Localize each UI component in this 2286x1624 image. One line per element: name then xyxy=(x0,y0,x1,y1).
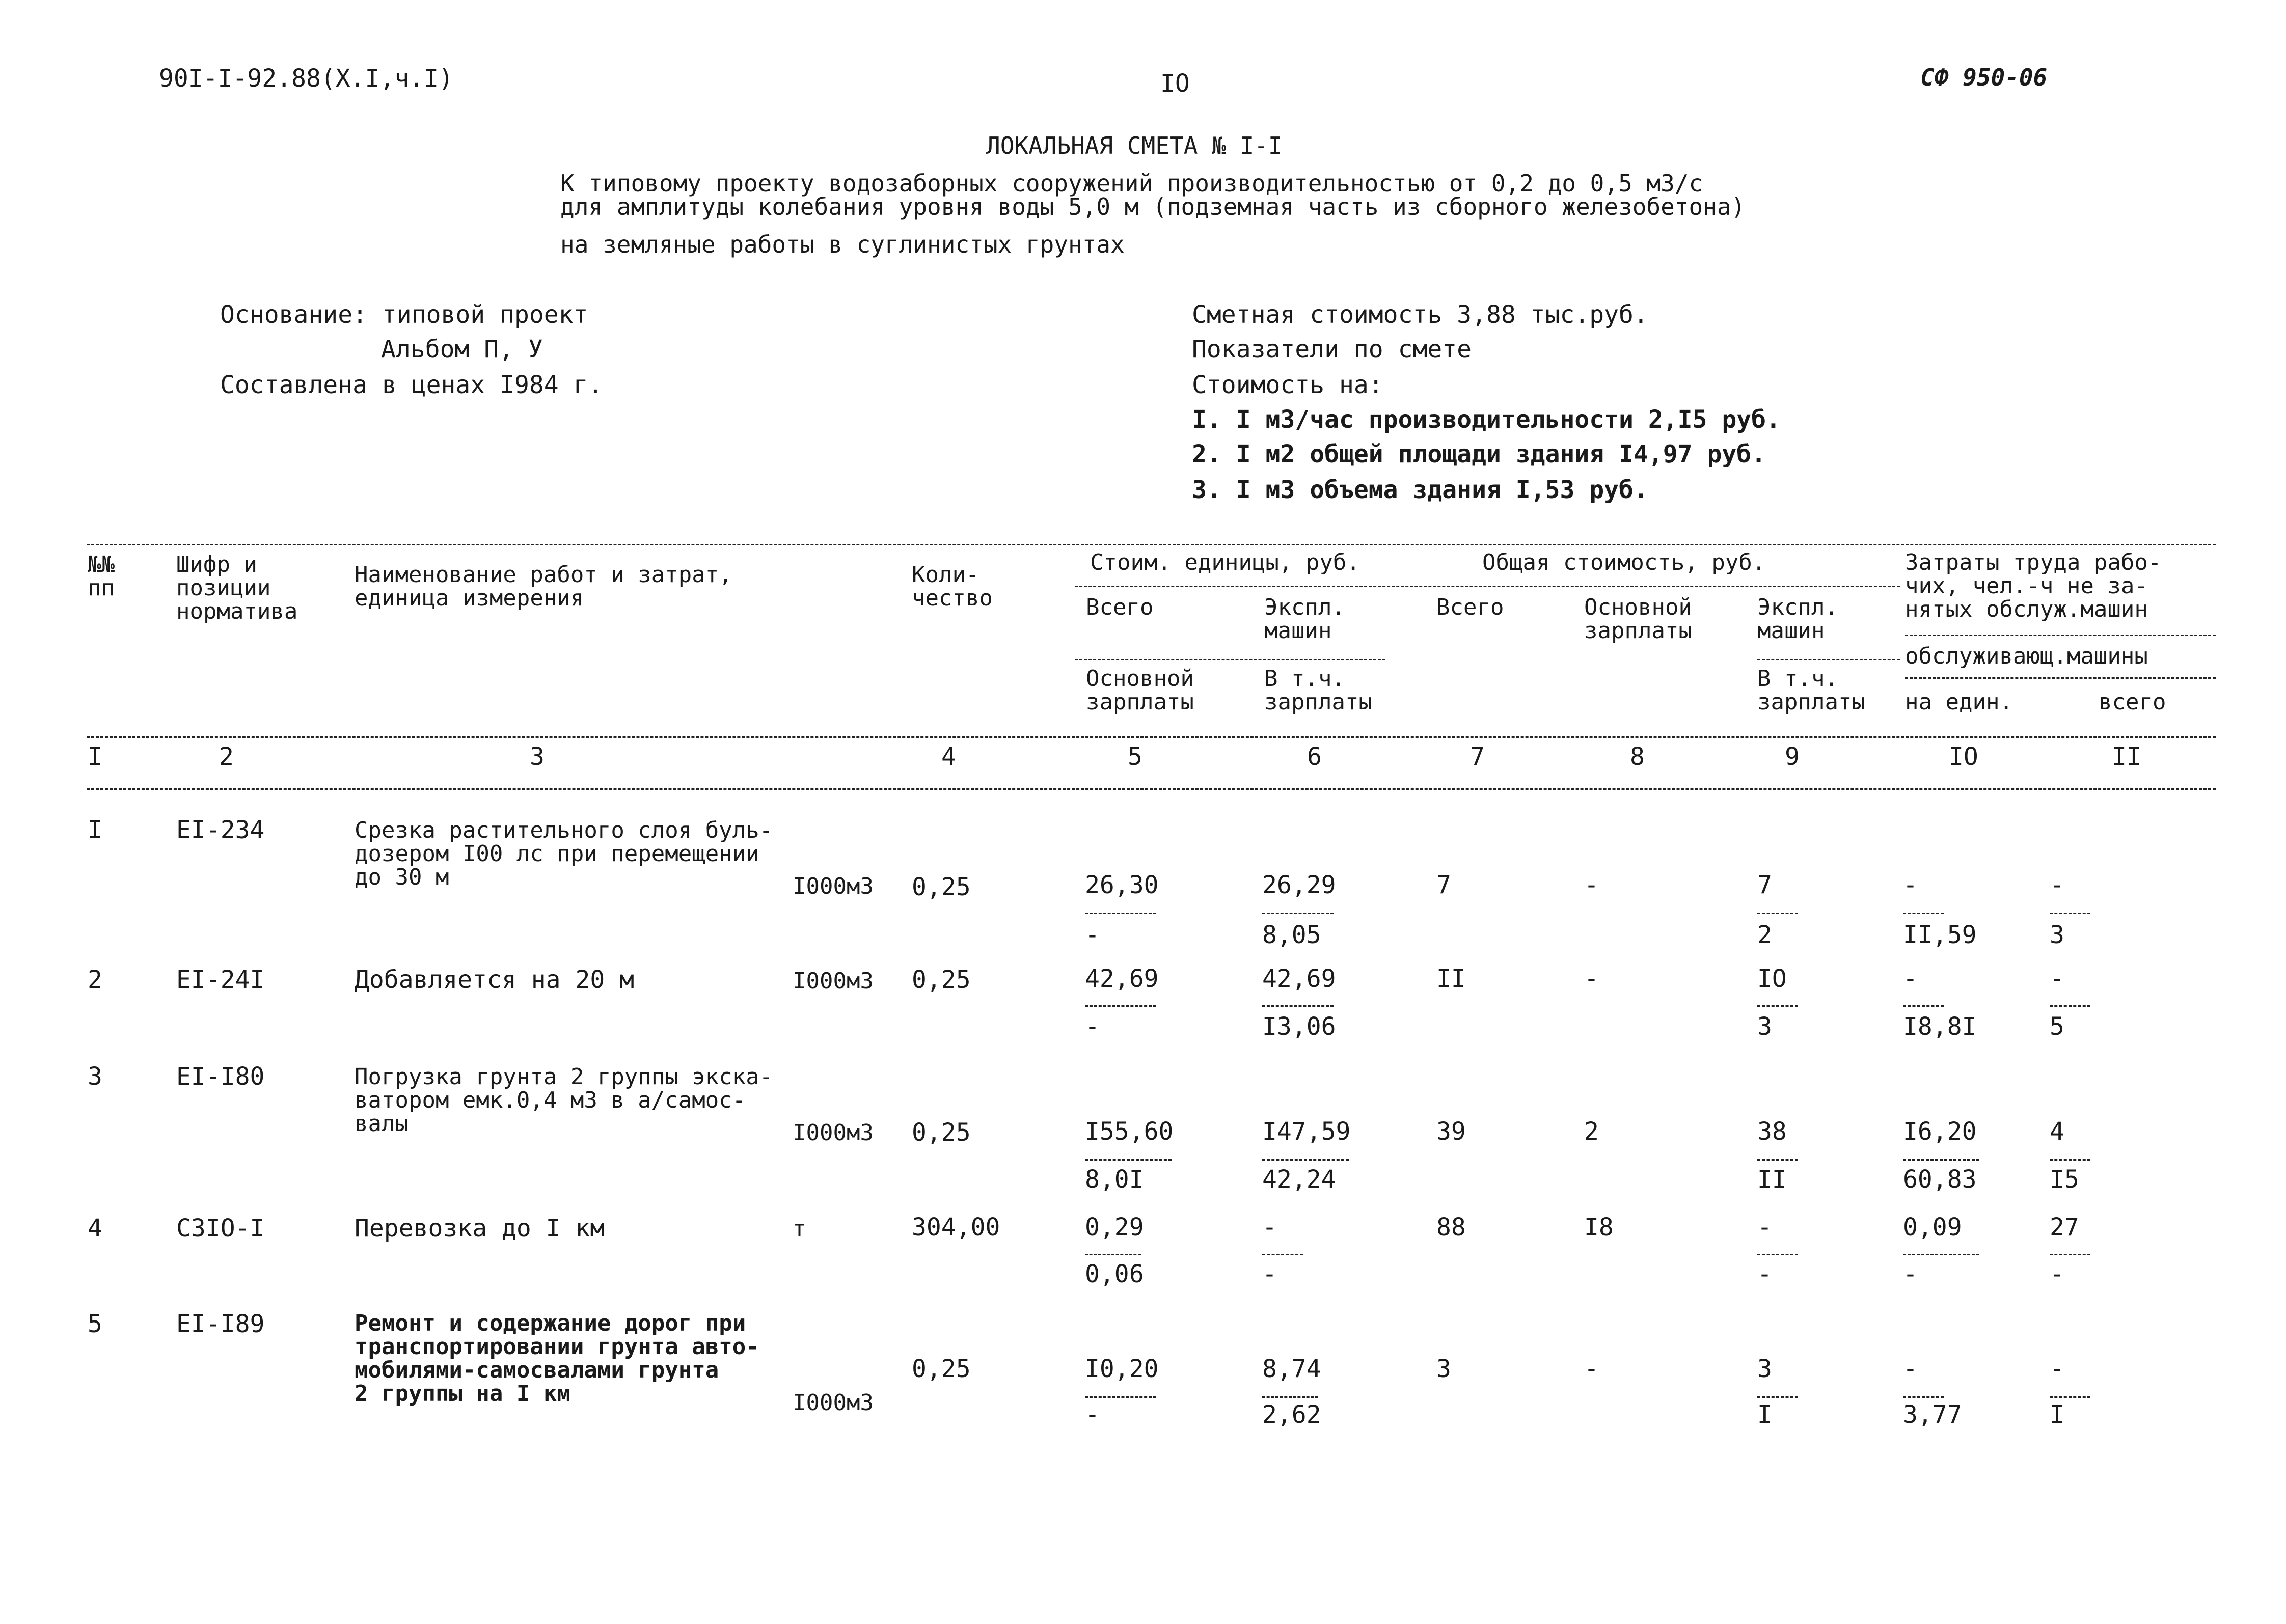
basis-line-1: Основание: типовой проект xyxy=(220,300,588,329)
row-name: Добавляется на 20 м xyxy=(355,966,635,994)
row-unit-machines: I47,59 xyxy=(1262,1117,1351,1146)
col-header-code: Шифр и позиции норматива xyxy=(176,552,298,624)
row-labor-total: - xyxy=(2050,871,2064,899)
fraction-line xyxy=(1262,1005,1334,1007)
row-unit: т xyxy=(793,1216,806,1242)
row-unit: I000м3 xyxy=(793,1120,874,1146)
row-unit-incl-wage: - xyxy=(1262,1260,1277,1288)
col-header-unit-wage: Основной зарплаты xyxy=(1086,666,1194,715)
col-header-number: №№ пп xyxy=(88,552,115,601)
fraction-line xyxy=(1085,1396,1156,1398)
fraction-line xyxy=(2050,1396,2090,1398)
table-top-rule xyxy=(87,544,2216,545)
fraction-line xyxy=(1262,1396,1318,1398)
row-total-wage: I8 xyxy=(1584,1213,1614,1242)
estimated-cost: Сметная стоимость 3,88 тыс.руб. xyxy=(1192,300,1648,329)
fraction-line xyxy=(1757,1396,1798,1398)
unit-sub-rule xyxy=(1075,659,1385,660)
cost-group-rule xyxy=(1075,586,1900,587)
cost-for-label: Стоимость на: xyxy=(1192,371,1383,399)
row-unit-total: 0,29 xyxy=(1085,1213,1144,1242)
row-name: Ремонт и содержание дорог при транспортировании грунта авто- мобилями-самосвалами грунта 2 группы на I км xyxy=(355,1310,759,1407)
row-quantity: 0,25 xyxy=(912,966,971,994)
row-labor-total: 4 xyxy=(2050,1117,2064,1146)
basis-line-3: Составлена в ценах I984 г. xyxy=(220,371,603,399)
row-total-all: II xyxy=(1436,965,1466,993)
col-number-10: IO xyxy=(1949,742,1978,771)
fraction-line xyxy=(1903,913,1944,914)
col-header-unit-machines: Экспл. машин xyxy=(1264,594,1345,644)
row-labor-total-service: I xyxy=(2050,1400,2064,1429)
row-unit-wage: 0,06 xyxy=(1085,1260,1144,1288)
row-labor-unit-service: 3,77 xyxy=(1903,1400,1962,1429)
row-labor-total: 27 xyxy=(2050,1213,2079,1242)
col-number-4: 4 xyxy=(941,742,956,771)
basis-line-2: Альбом П, У xyxy=(381,335,543,364)
row-labor-total-service: 3 xyxy=(2050,921,2064,949)
row-total-wage: - xyxy=(1584,871,1599,899)
fraction-line xyxy=(1262,1254,1303,1255)
row-code: С3IO-I xyxy=(176,1214,265,1243)
row-unit-wage: - xyxy=(1085,1400,1100,1429)
row-labor-total: - xyxy=(2050,965,2064,993)
row-number: 4 xyxy=(88,1214,102,1243)
row-labor-unit-service: - xyxy=(1903,1260,1918,1288)
row-number: 5 xyxy=(88,1310,102,1338)
row-unit-total: 42,69 xyxy=(1085,965,1159,993)
fraction-line xyxy=(1262,913,1334,914)
col-number-11: II xyxy=(2112,742,2141,771)
row-labor-total-service: - xyxy=(2050,1260,2064,1288)
row-labor-unit-service: II,59 xyxy=(1903,921,1977,949)
row-total-machines: 38 xyxy=(1757,1117,1787,1146)
col-header-labor-sub: обслуживающ.машины xyxy=(1905,643,2148,669)
fraction-line xyxy=(1903,1396,1944,1398)
row-total-wage: - xyxy=(1584,965,1599,993)
fraction-line xyxy=(1757,1005,1798,1007)
col-number-9: 9 xyxy=(1785,742,1800,771)
row-unit: I000м3 xyxy=(793,873,874,899)
row-quantity: 0,25 xyxy=(912,1118,971,1147)
row-labor-total: - xyxy=(2050,1355,2064,1383)
row-labor-unit-service: 60,83 xyxy=(1903,1165,1977,1194)
fraction-line xyxy=(1757,1159,1798,1161)
col-header-quantity: Коли- чество xyxy=(912,562,993,611)
col-number-8: 8 xyxy=(1630,742,1645,771)
total-sub-rule xyxy=(1757,659,1900,660)
row-total-machines: 3 xyxy=(1757,1355,1772,1383)
row-total-machines: - xyxy=(1757,1213,1772,1242)
row-number: 3 xyxy=(88,1062,102,1091)
col-number-1: I xyxy=(88,742,102,771)
fraction-line xyxy=(1903,1005,1944,1007)
row-quantity: 0,25 xyxy=(912,1355,971,1383)
row-name: Срезка растительного слоя буль- дозером I00 лс при перемещении до 30 м xyxy=(355,817,773,890)
fraction-line xyxy=(1903,1254,1979,1255)
row-total-incl-wage: - xyxy=(1757,1260,1772,1288)
row-total-all: 88 xyxy=(1436,1213,1466,1242)
row-unit-total: 26,30 xyxy=(1085,871,1159,899)
row-total-all: 7 xyxy=(1436,871,1451,899)
row-number: 2 xyxy=(88,966,102,994)
row-quantity: 304,00 xyxy=(912,1213,1000,1242)
row-labor-total-service: 5 xyxy=(2050,1012,2064,1041)
row-labor-unit: - xyxy=(1903,871,1918,899)
row-unit-total: I55,60 xyxy=(1085,1117,1174,1146)
col-number-2: 2 xyxy=(219,742,234,771)
row-unit-wage: 8,0I xyxy=(1085,1165,1144,1194)
row-unit-incl-wage: I3,06 xyxy=(1262,1012,1336,1041)
row-unit-wage: - xyxy=(1085,921,1100,949)
row-unit-machines: 42,69 xyxy=(1262,965,1336,993)
row-code: EI-I80 xyxy=(176,1062,265,1091)
fraction-line xyxy=(1085,1005,1156,1007)
row-labor-unit: - xyxy=(1903,965,1918,993)
indicator-item-1: I. I м3/час производительности 2,I5 руб. xyxy=(1192,405,1781,434)
row-unit-incl-wage: 42,24 xyxy=(1262,1165,1336,1194)
labor-rule-2 xyxy=(1905,677,2216,679)
row-name: Перевозка до I км xyxy=(355,1214,605,1243)
col-header-labor-unit: на един. xyxy=(1905,689,2013,715)
col-header-total-incl-wage: В т.ч. зарплаты xyxy=(1757,666,1865,715)
col-header-labor-total: всего xyxy=(2099,689,2166,715)
row-labor-unit-service: I8,8I xyxy=(1903,1012,1977,1041)
col-header-unit-incl-wage: В т.ч. зарплаты xyxy=(1264,666,1372,715)
fraction-line xyxy=(2050,913,2090,914)
row-total-wage: 2 xyxy=(1584,1117,1599,1146)
fraction-line xyxy=(1903,1159,1979,1161)
row-unit-machines: - xyxy=(1262,1213,1277,1242)
row-labor-unit: I6,20 xyxy=(1903,1117,1977,1146)
title-line-3: на земляные работы в суглинистых грунтах xyxy=(560,231,1125,258)
row-code: EI-234 xyxy=(176,816,265,844)
row-number: I xyxy=(88,816,102,844)
column-numbers-top-rule xyxy=(87,736,2216,738)
row-total-incl-wage: 2 xyxy=(1757,921,1772,949)
fraction-line xyxy=(1085,1159,1172,1161)
row-unit-incl-wage: 2,62 xyxy=(1262,1400,1321,1429)
row-quantity: 0,25 xyxy=(912,873,971,901)
row-unit-total: I0,20 xyxy=(1085,1355,1159,1383)
col-number-6: 6 xyxy=(1307,742,1322,771)
title-line-2: для амплитуды колебания уровня воды 5,0 м (подземная часть из сборного железобетона) xyxy=(560,193,1746,221)
col-header-total-all: Всего xyxy=(1436,594,1504,620)
row-total-machines: 7 xyxy=(1757,871,1772,899)
col-number-5: 5 xyxy=(1128,742,1142,771)
document-code: 90I-I-92.88(X.I,ч.I) xyxy=(159,64,453,93)
row-code: EI-I89 xyxy=(176,1310,265,1338)
row-total-machines: IO xyxy=(1757,965,1787,993)
row-total-incl-wage: II xyxy=(1757,1165,1787,1194)
row-total-incl-wage: 3 xyxy=(1757,1012,1772,1041)
labor-rule-1 xyxy=(1905,635,2216,636)
indicator-item-2: 2. I м2 общей площади здания I4,97 руб. xyxy=(1192,440,1766,469)
fraction-line xyxy=(1757,1254,1798,1255)
col-number-3: 3 xyxy=(530,742,545,771)
row-labor-unit: 0,09 xyxy=(1903,1213,1962,1242)
row-unit-wage: - xyxy=(1085,1012,1100,1041)
row-total-all: 39 xyxy=(1436,1117,1466,1146)
fraction-line xyxy=(1085,913,1156,914)
row-unit: I000м3 xyxy=(793,968,874,994)
row-unit-machines: 8,74 xyxy=(1262,1355,1321,1383)
row-unit: I000м3 xyxy=(793,1390,874,1416)
indicators-caption: Показатели по смете xyxy=(1192,335,1472,364)
fraction-line xyxy=(1262,1159,1349,1161)
row-labor-total-service: I5 xyxy=(2050,1165,2079,1194)
col-header-total-wage: Основной зарплаты xyxy=(1584,594,1692,644)
row-total-wage: - xyxy=(1584,1355,1599,1383)
table-header-bottom-rule xyxy=(87,788,2216,790)
col-header-unit-total: Всего xyxy=(1086,594,1154,620)
col-header-total-cost: Общая стоимость, руб. xyxy=(1482,549,1766,575)
col-header-name: Наименование работ и затрат, единица измерения xyxy=(355,562,732,611)
col-number-7: 7 xyxy=(1470,742,1485,771)
indicator-item-3: 3. I м3 объема здания I,53 руб. xyxy=(1192,476,1648,504)
fraction-line xyxy=(1757,913,1798,914)
page-number: IO xyxy=(1160,69,1190,98)
fraction-line xyxy=(1085,1254,1141,1255)
fraction-line xyxy=(2050,1005,2090,1007)
row-code: EI-24I xyxy=(176,966,265,994)
fraction-line xyxy=(2050,1254,2090,1255)
row-name: Погрузка грунта 2 группы экска- ватором емк.0,4 м3 в а/самос- валы xyxy=(355,1064,773,1137)
col-header-total-machines: Экспл. машин xyxy=(1757,594,1838,644)
row-unit-incl-wage: 8,05 xyxy=(1262,921,1321,949)
row-total-all: 3 xyxy=(1436,1355,1451,1383)
title-line-1: К типовому проекту водозаборных сооружений производительностью от 0,2 до 0,5 м3/с xyxy=(560,170,1703,197)
row-labor-unit: - xyxy=(1903,1355,1918,1383)
col-header-unit-cost: Стоим. единицы, руб. xyxy=(1090,549,1360,575)
row-total-incl-wage: I xyxy=(1757,1400,1772,1429)
archive-stamp: СФ 950-06 xyxy=(1920,64,2048,91)
estimate-title: ЛОКАЛЬНАЯ СМЕТА № I-I xyxy=(986,132,1283,159)
row-unit-machines: 26,29 xyxy=(1262,871,1336,899)
fraction-line xyxy=(2050,1159,2090,1161)
col-header-labor: Затраты труда рабо- чих, чел.-ч не за- нятых обслуж.машин xyxy=(1905,549,2162,622)
